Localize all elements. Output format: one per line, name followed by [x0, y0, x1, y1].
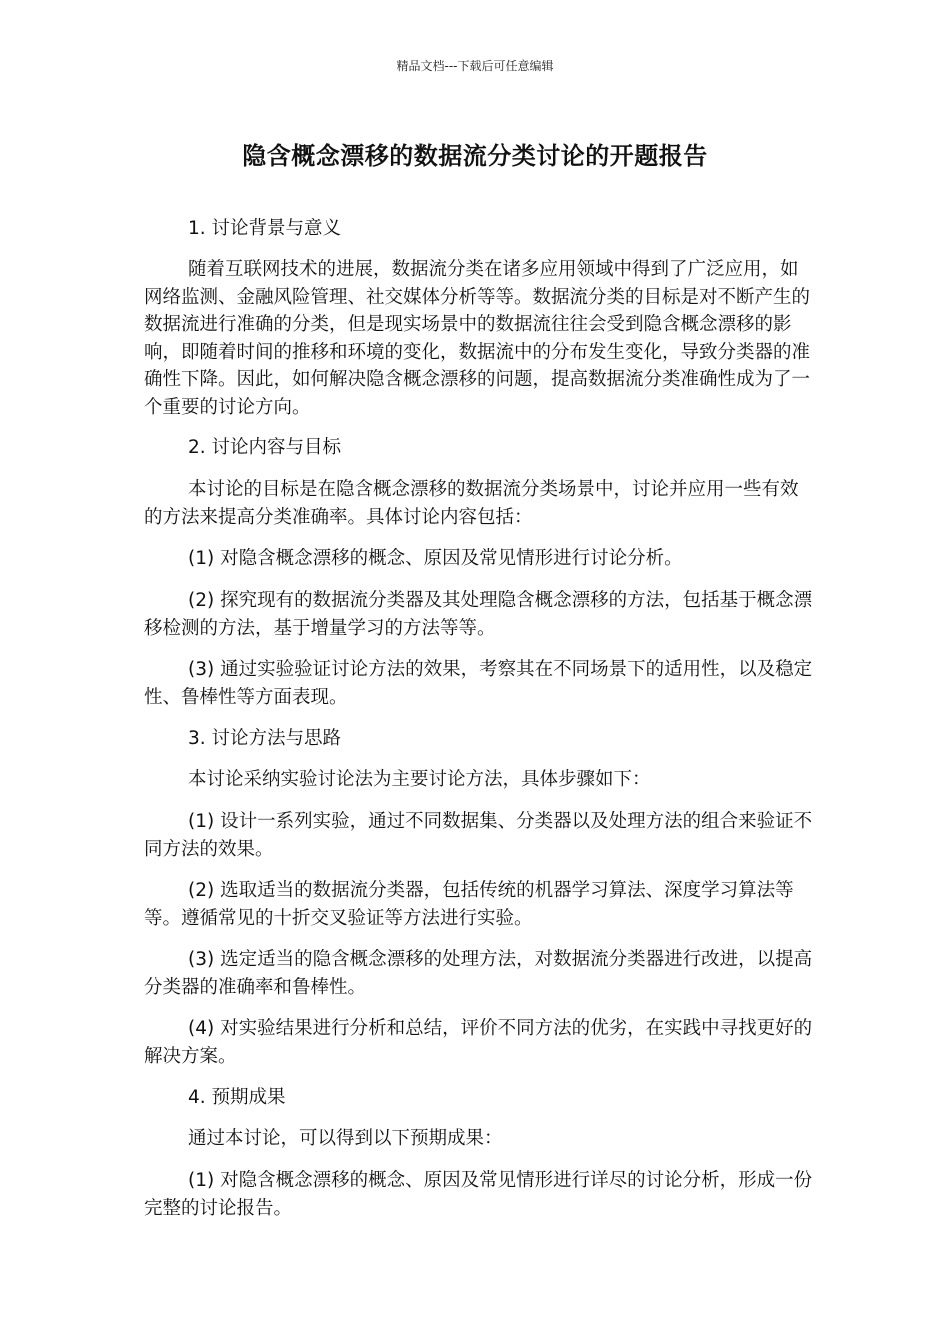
section-heading-4: 4. 预期成果	[188, 1087, 286, 1108]
list-item-method-2: (2) 选取适当的数据流分类器，包括传统的机器学习算法、深度学习算法等等。遵循常见的十折交叉验证等方法进行实验。	[144, 880, 794, 929]
paragraph-goal: 本讨论的目标是在隐含概念漂移的数据流分类场景中，讨论并应用一些有效的方法来提高分类准确率。具体讨论内容包括：	[144, 479, 799, 528]
section-heading-2: 2. 讨论内容与目标	[188, 437, 342, 458]
paragraph-method: 本讨论采纳实验讨论法为主要讨论方法，具体步骤如下：	[188, 769, 651, 790]
list-item-content-3: (3) 通过实验验证讨论方法的效果，考察其在不同场景下的适用性，以及稳定性、鲁棒性等方面表现。	[144, 659, 813, 708]
list-item-method-3: (3) 选定适当的隐含概念漂移的处理方法，对数据流分类器进行改进，以提高分类器的准确率和鲁棒性。	[144, 949, 813, 998]
list-item-method-4: (4) 对实验结果进行分析和总结，评价不同方法的优劣，在实践中寻找更好的解决方案。	[144, 1018, 813, 1067]
section-heading-1: 1. 讨论背景与意义	[188, 218, 342, 239]
paragraph-outcomes: 通过本讨论，可以得到以下预期成果：	[188, 1128, 503, 1149]
list-item-method-1: (1) 设计一系列实验，通过不同数据集、分类器以及处理方法的组合来验证不同方法的效果。	[144, 811, 813, 860]
header-note: 精品文档---下载后可任意编辑	[396, 59, 554, 73]
paragraph-background: 随着互联网技术的进展，数据流分类在诸多应用领域中得到了广泛应用，如网络监测、金融风险管理、社交媒体分析等等。数据流分类的目标是对不断产生的数据流进行准确的分类，但是现实场景中的数据流往往会受到隐含概念漂移的影响，即随着时间的推移和环境的变化，数据流中的分布发生变化，导致分类器的准确性下降。因此，如何解决隐含概念漂移的问题，提高数据流分类准确性成为了一个重要的讨论方向。	[144, 259, 811, 418]
document-title: 隐含概念漂移的数据流分类讨论的开题报告	[242, 142, 708, 170]
section-heading-3: 3. 讨论方法与思路	[188, 728, 342, 749]
list-item-outcome-1: (1) 对隐含概念漂移的概念、原因及常见情形进行详尽的讨论分析，形成一份完整的讨论报告。	[144, 1170, 813, 1219]
list-item-content-1: (1) 对隐含概念漂移的概念、原因及常见情形进行讨论分析。	[188, 548, 683, 569]
list-item-content-2: (2) 探究现有的数据流分类器及其处理隐含概念漂移的方法，包括基于概念漂移检测的方法，基于增量学习的方法等等。	[144, 590, 813, 639]
